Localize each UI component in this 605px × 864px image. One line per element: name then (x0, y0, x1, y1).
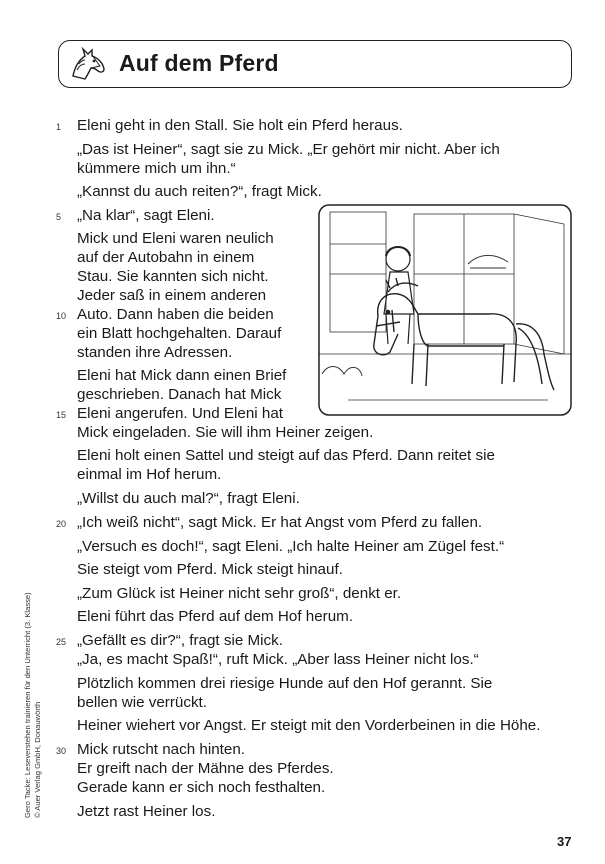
copyright-line: Gero Tacke: Leseverstehen trainieren für den Unterricht (3. Klasse) (23, 592, 32, 818)
page-title: Auf dem Pferd (119, 50, 279, 76)
story-line: ein Blatt hochgehalten. Darauf (77, 325, 282, 342)
story-line: „Das ist Heiner“, sagt sie zu Mick. „Er gehört mir nicht. Aber ich (77, 141, 500, 158)
story-line: Sie steigt vom Pferd. Mick steigt hinauf. (77, 561, 343, 578)
story-line: „Gefällt es dir?“, fragt sie Mick. (77, 632, 283, 649)
story-line: „Ich weiß nicht“, sagt Mick. Er hat Angst vom Pferd zu fallen. (77, 514, 483, 531)
story-line: „Zum Glück ist Heiner nicht sehr groß“, denkt er. (77, 585, 402, 602)
story-line: Eleni holt einen Sattel und steigt auf das Pferd. Dann reitet sie (77, 447, 495, 464)
story-line: geschrieben. Danach hat Mick (77, 386, 282, 403)
story-line: bellen wie verrückt. (77, 694, 207, 711)
page-number: 37 (557, 834, 572, 849)
line-number: 20 (56, 519, 67, 529)
copyright-line: © Auer Verlag GmbH, Donauwörth (33, 701, 42, 818)
story-line: Eleni hat Mick dann einen Brief (77, 367, 287, 384)
line-number: 1 (56, 122, 62, 132)
story-line: Mick rutscht nach hinten. (77, 741, 245, 758)
story-line: Heiner wiehert vor Angst. Er steigt mit den Vorderbeinen in die Höhe. (77, 717, 541, 734)
story-line: „Ja, es macht Spaß!“, ruft Mick. „Aber lass Heiner nicht los.“ (77, 651, 479, 668)
title-box (58, 40, 572, 88)
line-number: 10 (56, 311, 67, 321)
story-line: auf der Autobahn in einem (77, 249, 255, 266)
stable-illustration (318, 204, 572, 416)
story-line: „Versuch es doch!“, sagt Eleni. „Ich halte Heiner am Zügel fest.“ (77, 538, 505, 555)
line-number: 30 (56, 746, 67, 756)
story-line: Jetzt rast Heiner los. (77, 803, 216, 820)
story-line: „Na klar“, sagt Eleni. (77, 207, 215, 224)
story-line: Stau. Sie kannten sich nicht. (77, 268, 269, 285)
story-line: einmal im Hof herum. (77, 466, 222, 483)
story-line: Eleni führt das Pferd auf dem Hof herum. (77, 608, 354, 625)
story-line: Er greift nach der Mähne des Pferdes. (77, 760, 334, 777)
story-line: standen ihre Adressen. (77, 344, 233, 361)
story-line: Mick eingeladen. Sie will ihm Heiner zeigen. (77, 424, 374, 441)
copyright-sidebar (16, 590, 56, 820)
story-line: Auto. Dann haben die beiden (77, 306, 274, 323)
story-line: Eleni geht in den Stall. Sie holt ein Pferd heraus. (77, 117, 403, 134)
line-number: 25 (56, 637, 67, 647)
story-line: Gerade kann er sich noch festhalten. (77, 779, 326, 796)
story-line: Plötzlich kommen drei riesige Hunde auf den Hof gerannt. Sie (77, 675, 493, 692)
story-line: Jeder saß in einem anderen (77, 287, 267, 304)
horse-head-icon (67, 44, 109, 82)
story-line: kümmere mich um ihn.“ (77, 160, 236, 177)
story-line: „Willst du auch mal?“, fragt Eleni. (77, 490, 300, 507)
story-line: „Kannst du auch reiten?“, fragt Mick. (77, 183, 322, 200)
line-number: 15 (56, 410, 67, 420)
line-number: 5 (56, 212, 62, 222)
story-line: Eleni angerufen. Und Eleni hat (77, 405, 284, 422)
story-line: Mick und Eleni waren neulich (77, 230, 274, 247)
